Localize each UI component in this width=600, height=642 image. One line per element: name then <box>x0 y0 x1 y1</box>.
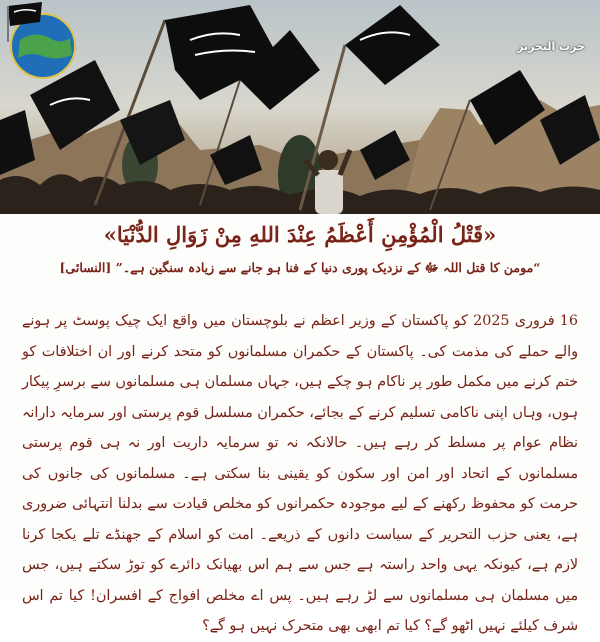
hadith-translation: “مومن کا قتل اللہ ﷻ کے نزدیک پوری دنیا کے فنا ہو جانے سے زیادہ سنگین ہے۔” <box>115 260 541 275</box>
hadith-arabic: «قَتْلُ الْمُؤْمِنِ أَعْظَمُ عِنْدَ اللهِ مِنْ زَوَالِ الدُّنْيَا» <box>103 222 497 247</box>
black-flags-crowd-photo <box>0 0 600 214</box>
hadith-source: [النسائی] <box>59 260 112 275</box>
hizb-ut-tahrir-globe-logo <box>0 0 82 82</box>
logo-text: حزب التحریر <box>517 40 585 53</box>
header-banner-image <box>0 0 600 214</box>
hadith-translation-line <box>20 260 580 279</box>
body-paragraph: 16 فروری 2025 کو پاکستان کے وزیر اعظم نے بلوچستان میں واقع ایک چیک پوسٹ پر ہونے والے حملے کی مذمت کی۔ پاکستان کے حکمران مسلمانوں کو متحد کرنے اور ان اختلافات کو ختم کرنے میں مکمل طور پر ناکام ہو چکے ہیں، جہاں مسلمان ہی مسلمانوں سے برسرِ پیکار ہوں، وہاں اپنی ناکامی تسلیم کرنے کے بجائے، حکمران مسلسل قوم پرستی اور سرمایہ دارانہ نظام عوام پر مسلط کر رہے ہیں۔ حالانکہ نہ تو سرمایہ داریت اور نہ ہی قوم پرستی مسلمانوں کے اتحاد اور امن اور سکون کو یقینی بنا سکتی ہے۔ مسلمانوں کی جانوں کی حرمت کو محفوظ رکھنے کے لیے موجودہ حکمرانوں کو مخلص قیادت سے بدلنا انتہائی ضروری ہے، یعنی حزب التحریر کے سیاست دانوں کے ذریعے۔ امت کو اسلام کے جھنڈے تلے یکجا کرنا لازم ہے، کیونکہ یہی واحد راستہ ہے جس سے ہم اس بھیانک دائرے کو توڑ سکتے ہیں، جس میں مسلمان ہی مسلمانوں سے لڑ رہے ہیں۔ پس اے مخلص افواج کے افسران! کیا تم اس شرف کیلئے نہیں اٹھو گے؟ کیا تم ابھی بھی متحرک نہیں ہو گے؟ <box>22 313 578 634</box>
